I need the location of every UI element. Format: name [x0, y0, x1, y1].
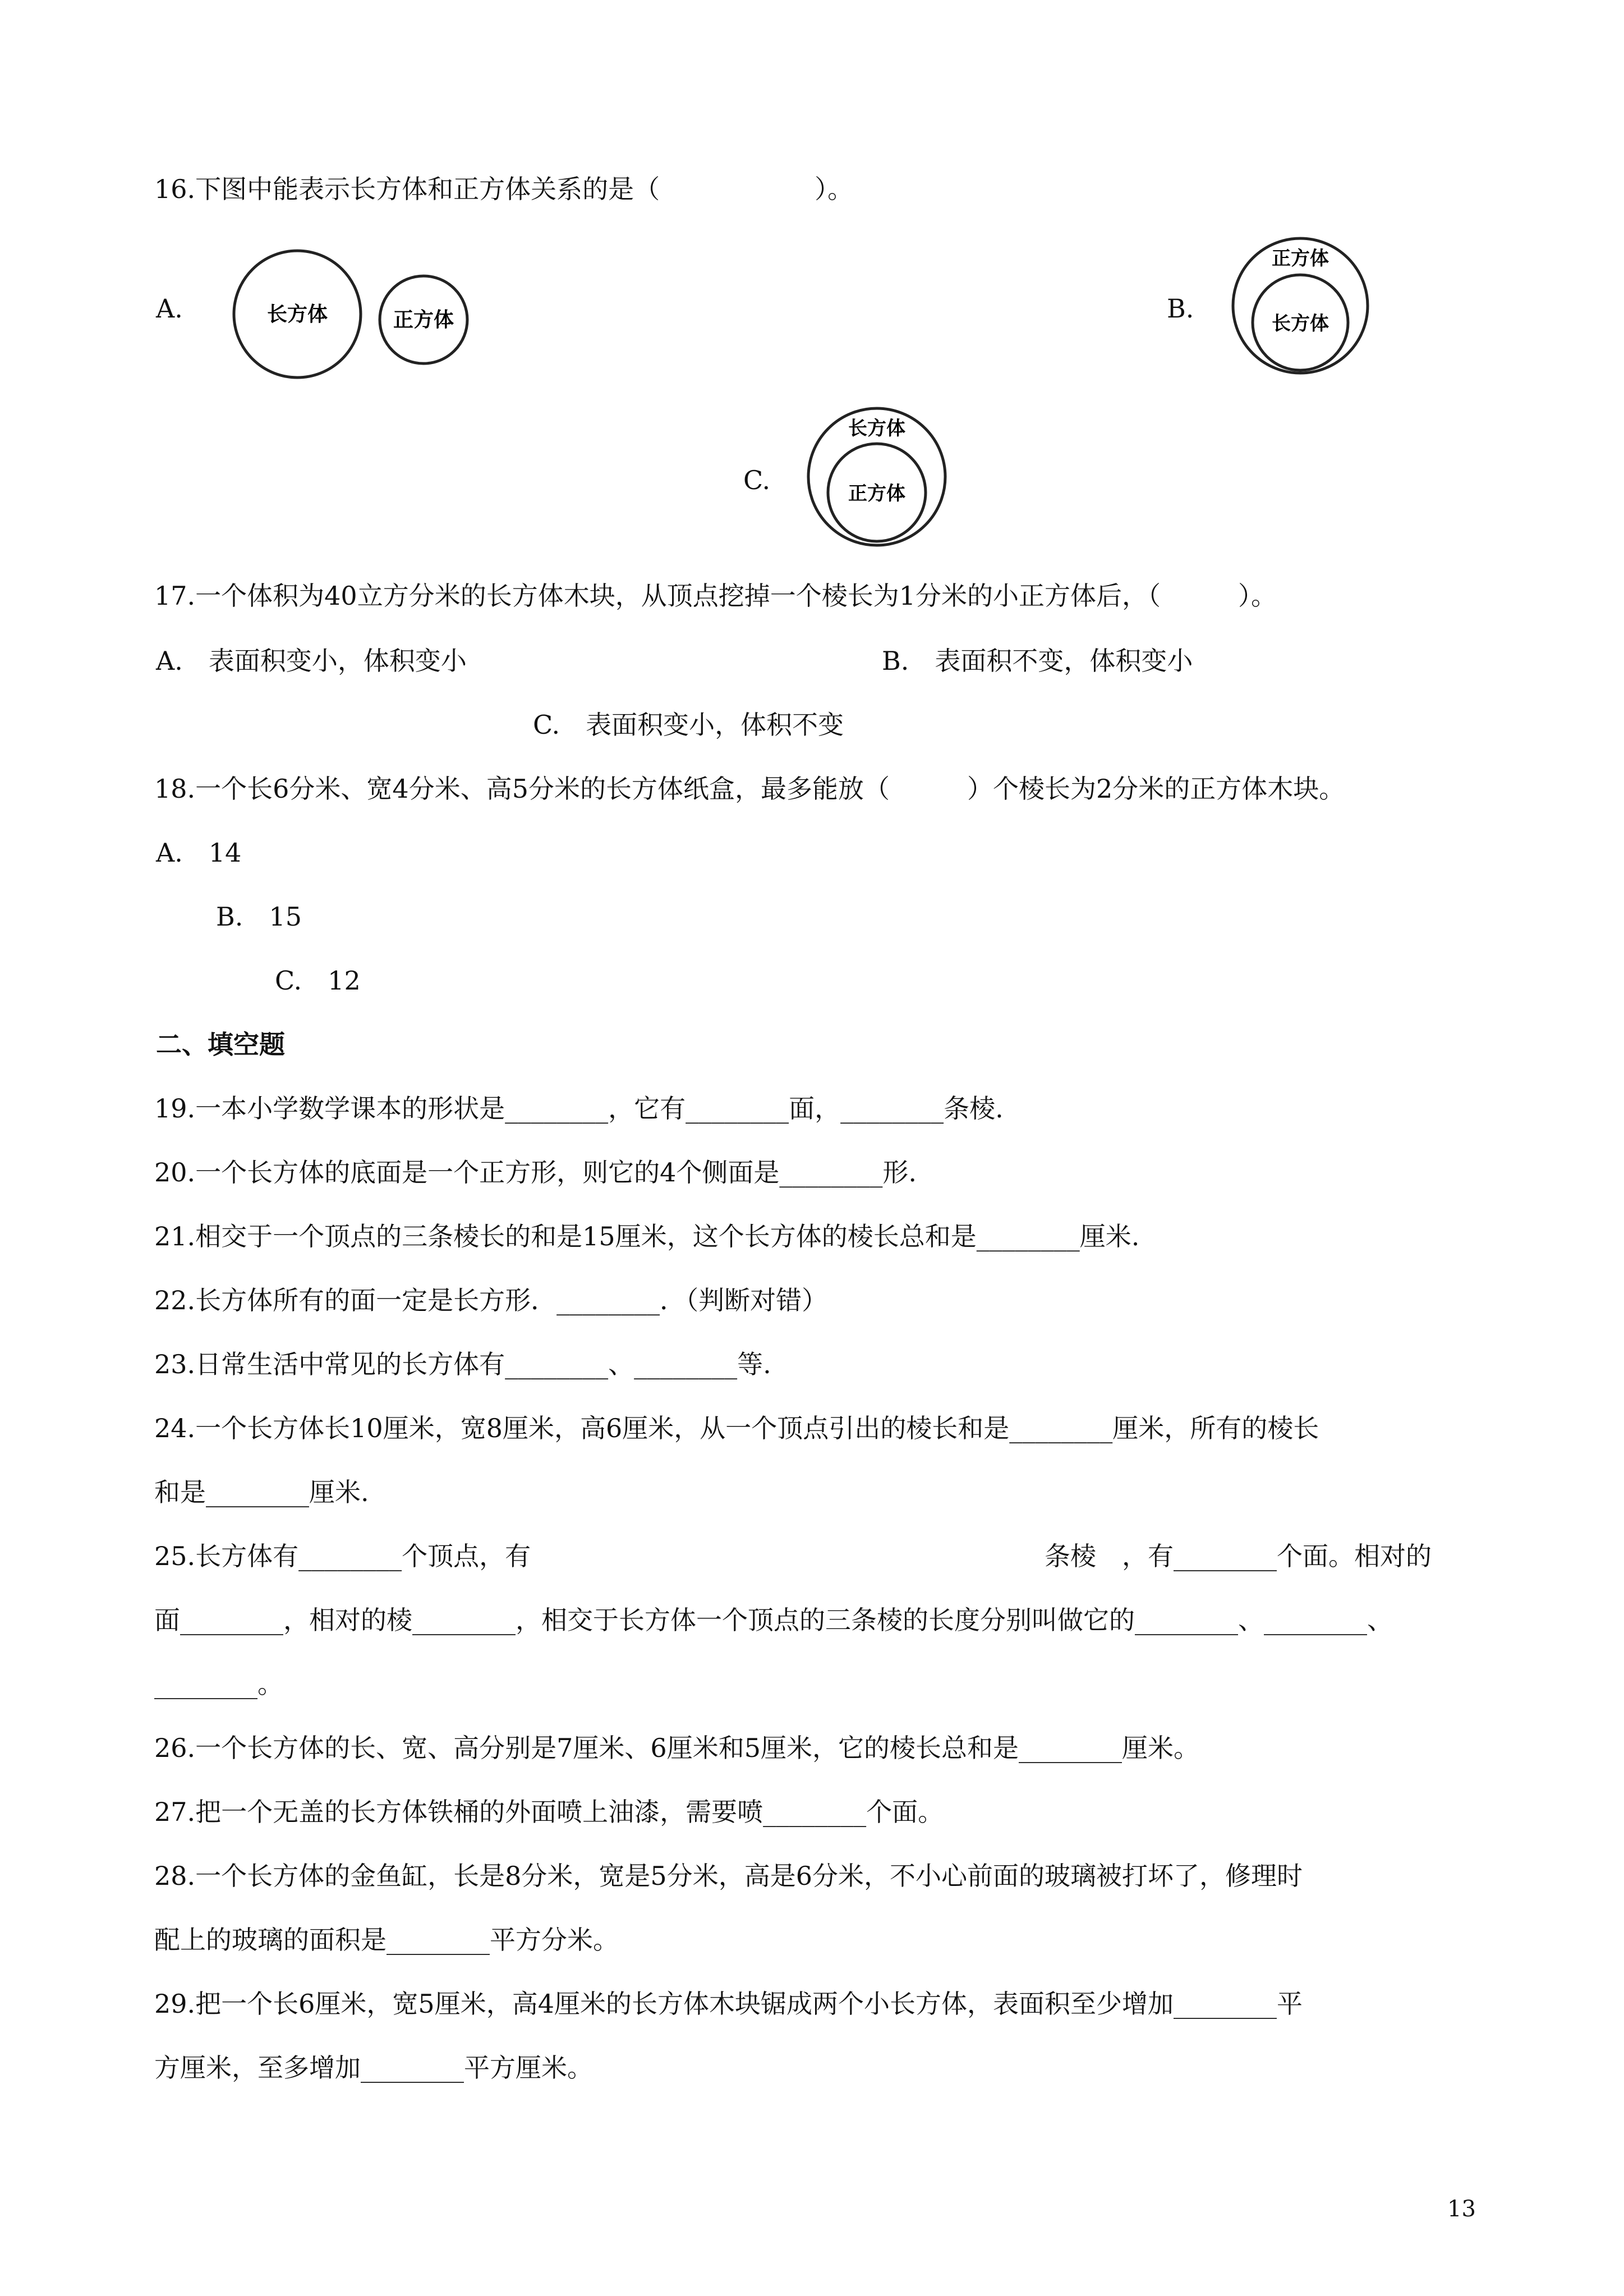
q28-line2: 配上的玻璃的面积是________平方分米。: [154, 1925, 619, 1955]
q16-option-c-label: C.: [743, 465, 771, 495]
q25-line1-right: 条棱 ，有________个面。相对的: [1045, 1541, 1432, 1571]
q25-line3: ________。: [154, 1669, 283, 1699]
q21: 21.相交于一个顶点的三条棱长的和是15厘米，这个长方体的棱长总和是________厘米.: [154, 1221, 1140, 1251]
q23: 23.日常生活中常见的长方体有________、________等.: [154, 1349, 771, 1379]
q16-figure-a: [208, 241, 505, 387]
q24-line2: 和是________厘米.: [154, 1477, 369, 1507]
q17-option-b: B. 表面积不变，体积变小: [882, 646, 1193, 676]
q16-figure-b: [1229, 230, 1374, 381]
q29-line2: 方厘米，至多增加________平方厘米。: [154, 2053, 593, 2083]
q20: 20.一个长方体的底面是一个正方形，则它的4个侧面是________形.: [154, 1157, 917, 1188]
q18-stem: 18.一个长6分米、宽4分米、高5分米的长方体纸盒，最多能放（ ）个棱长为2分米的正方体木块。: [154, 774, 1345, 804]
q16-option-b-label: B.: [1167, 293, 1194, 324]
q22: 22.长方体所有的面一定是长方形．________．（判断对错）: [154, 1285, 828, 1315]
q18-option-c: C. 12: [275, 965, 361, 996]
figure-b-cube-label: 正方体: [1272, 247, 1329, 270]
q16-figure-c: [805, 401, 951, 553]
q27: 27.把一个无盖的长方体铁桶的外面喷上油漆，需要喷________个面。: [154, 1797, 944, 1827]
q17-option-a: A. 表面积变小，体积变小: [156, 646, 467, 676]
q16-stem: 16.下图中能表示长方体和正方体关系的是（ ）。: [154, 174, 854, 204]
figure-b-rect-label: 长方体: [1272, 312, 1329, 335]
q25-line2: 面________，相对的棱________，相交于长方体一个顶点的三条棱的长度分别叫做它的________、________、: [154, 1605, 1393, 1635]
section-heading: 二、填空题: [156, 1029, 285, 1060]
q24-line1: 24.一个长方体长10厘米，宽8厘米，高6厘米，从一个顶点引出的棱长和是________厘米，所有的棱长: [154, 1413, 1319, 1443]
figure-a-rect-label: 长方体: [266, 303, 328, 326]
figure-a-cube-label: 正方体: [393, 309, 454, 332]
q17-option-c: C. 表面积变小，体积不变: [533, 710, 844, 740]
q18-option-a: A. 14: [156, 838, 242, 868]
q25-line1-left: 25.长方体有________个顶点，有: [154, 1541, 531, 1571]
q17-stem: 17.一个体积为40立方分米的长方体木块，从顶点挖掉一个棱长为1分米的小正方体后，（ ）。: [154, 581, 1277, 611]
q16-option-a-label: A.: [156, 293, 183, 324]
q29-line1: 29.把一个长6厘米，宽5厘米，高4厘米的长方体木块锯成两个小长方体，表面积至少增加________平: [154, 1989, 1303, 2019]
q19: 19.一本小学数学课本的形状是________，它有________面，________条棱.: [154, 1093, 1004, 1124]
figure-c-rect-label: 长方体: [848, 417, 905, 440]
q18-option-b: B. 15: [216, 901, 302, 932]
q26: 26.一个长方体的长、宽、高分别是7厘米、6厘米和5厘米，它的棱长总和是________厘米。: [154, 1733, 1199, 1763]
figure-c-cube-label: 正方体: [848, 482, 905, 505]
page-number: 13: [1447, 2196, 1476, 2222]
q28-line1: 28.一个长方体的金鱼缸，长是8分米，宽是5分米，高是6分米，不小心前面的玻璃被打坏了，修理时: [154, 1861, 1303, 1891]
